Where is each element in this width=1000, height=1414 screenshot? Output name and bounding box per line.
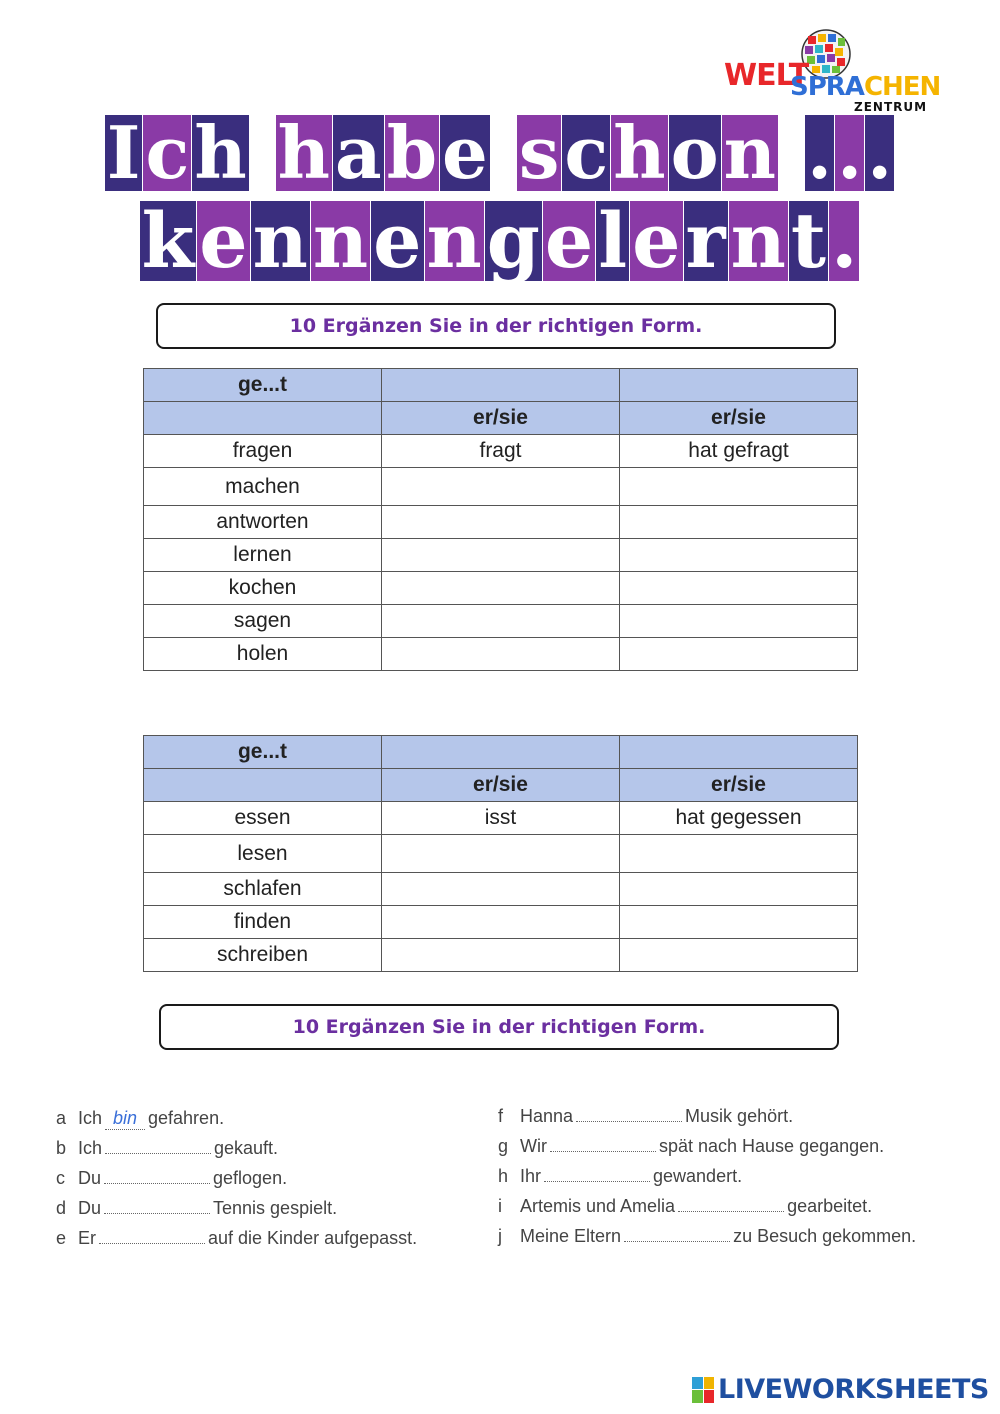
- exercise-item-i: i Artemis und Amelia gearbeitet.: [498, 1196, 873, 1216]
- title-letter-tile: .: [867, 110, 893, 195]
- exercise-item-a: a Ich bin gefahren.: [56, 1108, 225, 1128]
- exercise-item-c: c Du geflogen.: [56, 1168, 288, 1188]
- title-letter-tile: h: [613, 110, 666, 195]
- title-letter-tile: n: [723, 110, 776, 195]
- header-cell: ge...t: [144, 369, 382, 402]
- infinitive-cell: finden: [144, 906, 382, 939]
- perfect-cell[interactable]: hat gegessen: [620, 802, 858, 835]
- infinitive-cell: schlafen: [144, 873, 382, 906]
- liveworksheets-footer: [692, 1374, 989, 1405]
- perfect-cell[interactable]: [620, 873, 858, 906]
- infinitive-cell: fragen: [144, 435, 382, 468]
- exercise-item-e: e Er auf die Kinder aufgepasst.: [56, 1228, 418, 1248]
- header-cell: er/sie: [620, 769, 858, 802]
- logo-word-welt: WELT: [724, 58, 809, 93]
- perfect-cell[interactable]: hat gefragt: [620, 435, 858, 468]
- verb-table-2: [143, 735, 858, 972]
- perfect-cell[interactable]: [620, 605, 858, 638]
- infinitive-cell: sagen: [144, 605, 382, 638]
- table-header-row: [144, 369, 858, 402]
- present-cell[interactable]: [382, 605, 620, 638]
- exercise-item-d: d Du Tennis gespielt.: [56, 1198, 338, 1218]
- table-row: [144, 802, 858, 835]
- header-cell: er/sie: [382, 769, 620, 802]
- exercise-item-b: b Ich gekauft.: [56, 1138, 279, 1158]
- title-letter-tile: a: [335, 110, 382, 195]
- verb-table-1: [143, 368, 858, 671]
- answer-blank[interactable]: [104, 1169, 210, 1184]
- answer-blank[interactable]: [99, 1229, 205, 1244]
- answer-blank[interactable]: [544, 1167, 650, 1182]
- answer-blank[interactable]: [105, 1139, 211, 1154]
- title-letter-tile: k: [141, 196, 195, 285]
- logo: [720, 28, 950, 118]
- present-cell[interactable]: [382, 835, 620, 873]
- table-row: [144, 906, 858, 939]
- exercise-item-h: h Ihr gewandert.: [498, 1166, 743, 1186]
- title-letter-tile: n: [312, 196, 369, 285]
- present-cell[interactable]: isst: [382, 802, 620, 835]
- present-cell[interactable]: [382, 506, 620, 539]
- header-cell: er/sie: [382, 402, 620, 435]
- perfect-cell[interactable]: [620, 506, 858, 539]
- logo-word-sprachen: SPRACHEN: [790, 72, 941, 102]
- perfect-cell[interactable]: [620, 835, 858, 873]
- answer-blank[interactable]: [550, 1137, 656, 1152]
- table-row: [144, 435, 858, 468]
- title-letter-tile: b: [386, 110, 438, 195]
- exercise-item-j: j Meine Eltern zu Besuch gekommen.: [498, 1226, 917, 1246]
- present-cell[interactable]: [382, 539, 620, 572]
- table-row: [144, 539, 858, 572]
- table-row: [144, 572, 858, 605]
- title-line-2: [0, 196, 1000, 285]
- infinitive-cell: essen: [144, 802, 382, 835]
- title-letter-tile: o: [670, 110, 719, 195]
- title-letter-tile: .: [837, 110, 863, 195]
- title-letter-tile: s: [518, 110, 560, 195]
- header-cell: [144, 402, 382, 435]
- title-letter-tile: n: [730, 196, 786, 285]
- infinitive-cell: kochen: [144, 572, 382, 605]
- title-letter-tile: h: [277, 110, 331, 195]
- table-header-row: [144, 736, 858, 769]
- answer-blank[interactable]: bin: [105, 1108, 145, 1130]
- instruction-banner-1: 10 Ergänzen Sie in der richtigen Form.: [156, 303, 836, 349]
- answer-blank[interactable]: [576, 1107, 682, 1122]
- perfect-cell[interactable]: [620, 539, 858, 572]
- infinitive-cell: machen: [144, 468, 382, 506]
- table-row: [144, 873, 858, 906]
- footer-brand: LIVEWORKSHEETS: [718, 1374, 989, 1405]
- infinitive-cell: lesen: [144, 835, 382, 873]
- title-letter-tile: t: [790, 196, 826, 285]
- infinitive-cell: lernen: [144, 539, 382, 572]
- header-cell: [620, 369, 858, 402]
- table-row: [144, 605, 858, 638]
- title-letter-tile: n: [426, 196, 482, 285]
- header-cell: er/sie: [620, 402, 858, 435]
- perfect-cell[interactable]: [620, 638, 858, 671]
- present-cell[interactable]: [382, 468, 620, 506]
- answer-blank[interactable]: [678, 1197, 784, 1212]
- title-letter-tile: g: [486, 196, 540, 285]
- title-letter-tile: e: [373, 196, 422, 285]
- title-letter-tile: h: [194, 110, 247, 195]
- header-cell: [620, 736, 858, 769]
- instruction-banner-2: 10 Ergänzen Sie in der richtigen Form.: [159, 1004, 839, 1050]
- table-row: [144, 638, 858, 671]
- header-cell: [382, 736, 620, 769]
- perfect-cell[interactable]: [620, 572, 858, 605]
- title-letter-tile: e: [442, 110, 488, 195]
- present-cell[interactable]: [382, 638, 620, 671]
- title-letter-tile: e: [544, 196, 594, 285]
- header-cell: [144, 769, 382, 802]
- answer-blank[interactable]: [624, 1227, 730, 1242]
- table-row: [144, 506, 858, 539]
- title-letter-tile: c: [564, 110, 609, 195]
- present-cell[interactable]: [382, 572, 620, 605]
- title-letter-tile: I: [106, 110, 141, 195]
- title-letter-tile: e: [199, 196, 248, 285]
- answer-blank[interactable]: [104, 1199, 210, 1214]
- logo-word-zentrum: ZENTRUM: [854, 100, 928, 114]
- table-header-row: [144, 769, 858, 802]
- perfect-cell[interactable]: [620, 906, 858, 939]
- perfect-cell[interactable]: [620, 939, 858, 972]
- title-letter-tile: e: [632, 196, 681, 285]
- exercise-item-g: g Wir spät nach Hause gegangen.: [498, 1136, 885, 1156]
- infinitive-cell: schreiben: [144, 939, 382, 972]
- perfect-cell[interactable]: [620, 468, 858, 506]
- header-cell: ge...t: [144, 736, 382, 769]
- header-cell: [382, 369, 620, 402]
- title-letter-tile: l: [598, 196, 628, 285]
- title-letter-tile: c: [145, 110, 190, 195]
- present-cell[interactable]: [382, 939, 620, 972]
- infinitive-cell: holen: [144, 638, 382, 671]
- table-header-row: [144, 402, 858, 435]
- present-cell[interactable]: [382, 873, 620, 906]
- title-letter-tile: .: [806, 110, 833, 195]
- exercise-item-f: f Hanna Musik gehört.: [498, 1106, 794, 1126]
- title-line-1: [0, 110, 1000, 195]
- present-cell[interactable]: fragt: [382, 435, 620, 468]
- table-row: [144, 468, 858, 506]
- infinitive-cell: antworten: [144, 506, 382, 539]
- title-letter-tile: .: [830, 196, 858, 285]
- present-cell[interactable]: [382, 906, 620, 939]
- table-row: [144, 835, 858, 873]
- title-letter-tile: r: [685, 196, 726, 285]
- title-letter-tile: n: [252, 196, 308, 285]
- liveworksheets-logo-icon: [692, 1377, 714, 1403]
- table-row: [144, 939, 858, 972]
